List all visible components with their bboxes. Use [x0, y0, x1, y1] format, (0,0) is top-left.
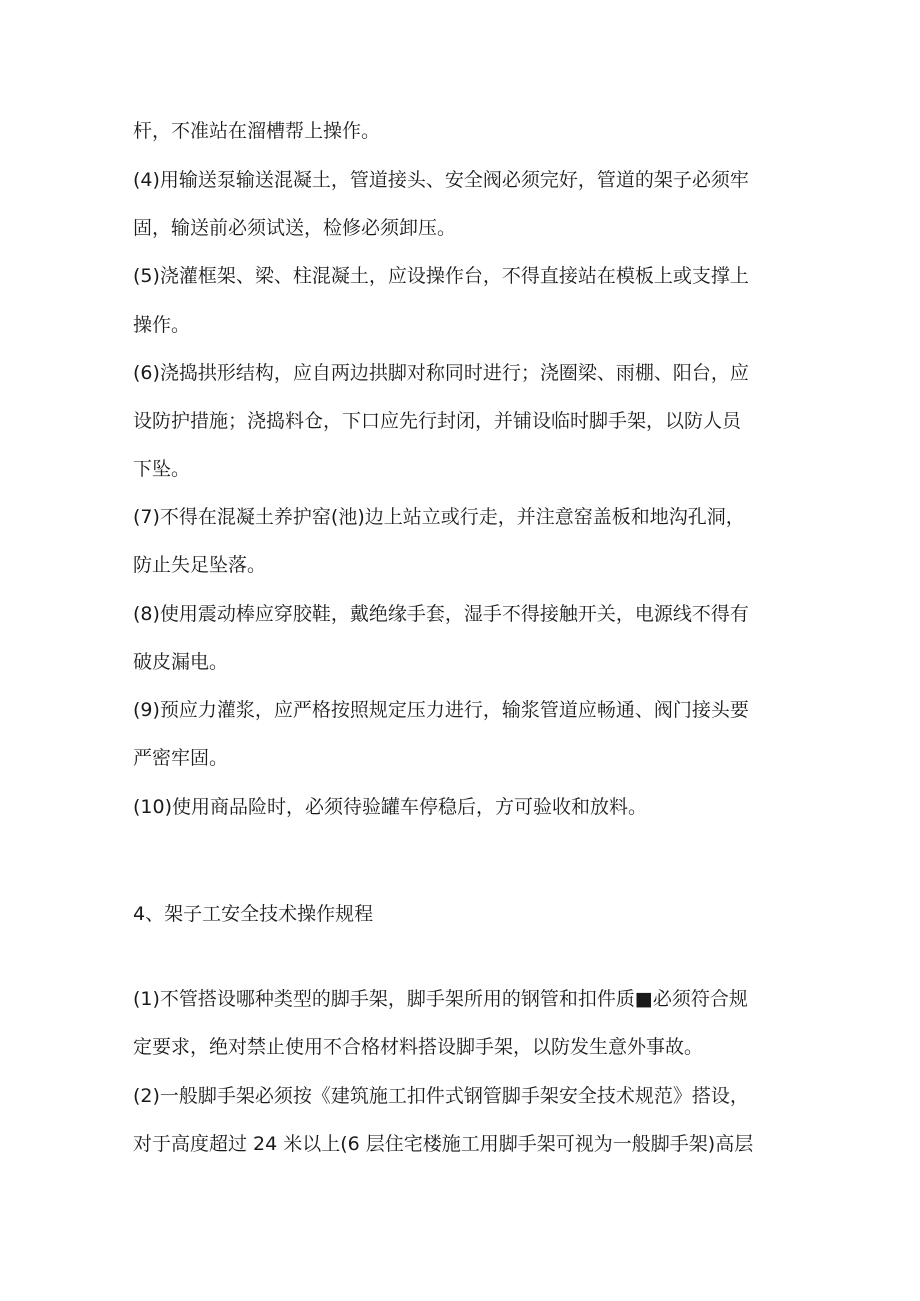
text-line: (9)预应力灌浆，应严格按照规定压力进行，输浆管道应畅通、阀门接头要	[133, 699, 749, 721]
text-line: (4)用输送泵输送混凝土，管道接头、安全阀必须完好，管道的架子必须牢	[133, 169, 749, 191]
text-line: 定要求，绝对禁止使用不合格材料搭设脚手架，以防发生意外事故。	[133, 1036, 704, 1058]
text-line: (6)浇捣拱形结构，应自两边拱脚对称同时进行；浇圈梁、雨棚、阳台，应	[133, 362, 749, 384]
text-line: 破皮漏电。	[133, 651, 229, 673]
section-heading: 4、架子工安全技术操作规程	[133, 903, 374, 925]
text-line: 固，输送前必须试送，检修必须卸压。	[133, 217, 457, 239]
text-line: 设防护措施；浇捣料仓，下口应先行封闭，并铺设临时脚手架，以防人员	[133, 410, 742, 432]
text-line: 对于高度超过 24 米以上(6 层住宅楼施工用脚手架可视为一般脚手架)高层	[133, 1133, 754, 1155]
text-line: (8)使用震动棒应穿胶鞋，戴绝缘手套，湿手不得接触开关，电源线不得有	[133, 603, 749, 625]
text-line: 严密牢固。	[133, 747, 229, 769]
text-line: 下坠。	[133, 458, 191, 480]
text-line: 杆，不准站在溜槽帮上操作。	[133, 120, 381, 142]
text-line: (1)不管搭设哪种类型的脚手架，脚手架所用的钢管和扣件质■必须符合规	[133, 988, 748, 1010]
text-line: (2)一般脚手架必须按《建筑施工扣件式钢管脚手架安全技术规范》搭设，	[133, 1085, 749, 1107]
text-line: 防止失足坠落。	[133, 554, 267, 576]
text-line: 操作。	[133, 314, 191, 336]
text-line: (10)使用商品险时，必须待验罐车停稳后，方可验收和放料。	[133, 796, 648, 818]
text-line: (5)浇灌框架、梁、柱混凝土，应设操作台，不得直接站在模板上或支撑上	[133, 265, 749, 287]
text-line: (7)不得在混凝土养护窑(池)边上站立或行走，并注意窑盖板和地沟孔洞，	[133, 506, 745, 528]
